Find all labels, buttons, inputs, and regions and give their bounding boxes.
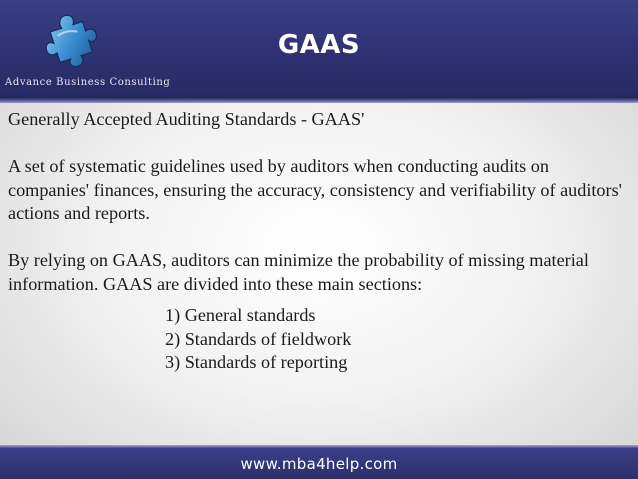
logo-text: Advance Business Consulting [5, 77, 171, 88]
spacer [8, 226, 628, 250]
slide-title: GAAS [277, 30, 361, 60]
paragraph-sections-intro: By relying on GAAS, auditors can minimize the probability of missing material information. GAAS are divided into these main sections: [8, 250, 589, 294]
list-item: 1) General standards [165, 305, 316, 325]
list-item: 3) Standards of reporting [165, 352, 348, 372]
sections-list [165, 304, 628, 375]
list-item: 2) Standards of fieldwork [165, 328, 352, 349]
paragraph-definition: A set of systematic guidelines used by auditors when conducting audits on companies' finances, ensuring the accuracy, consistency and verifiability of auditors' actions and reports. [8, 156, 622, 223]
header-divider [0, 97, 638, 103]
footer-url: www.mba4help.com [240, 455, 398, 473]
slide-content [8, 108, 628, 375]
spacer [8, 132, 628, 156]
heading-line: Generally Accepted Auditing Standards - GAAS' [8, 109, 365, 129]
